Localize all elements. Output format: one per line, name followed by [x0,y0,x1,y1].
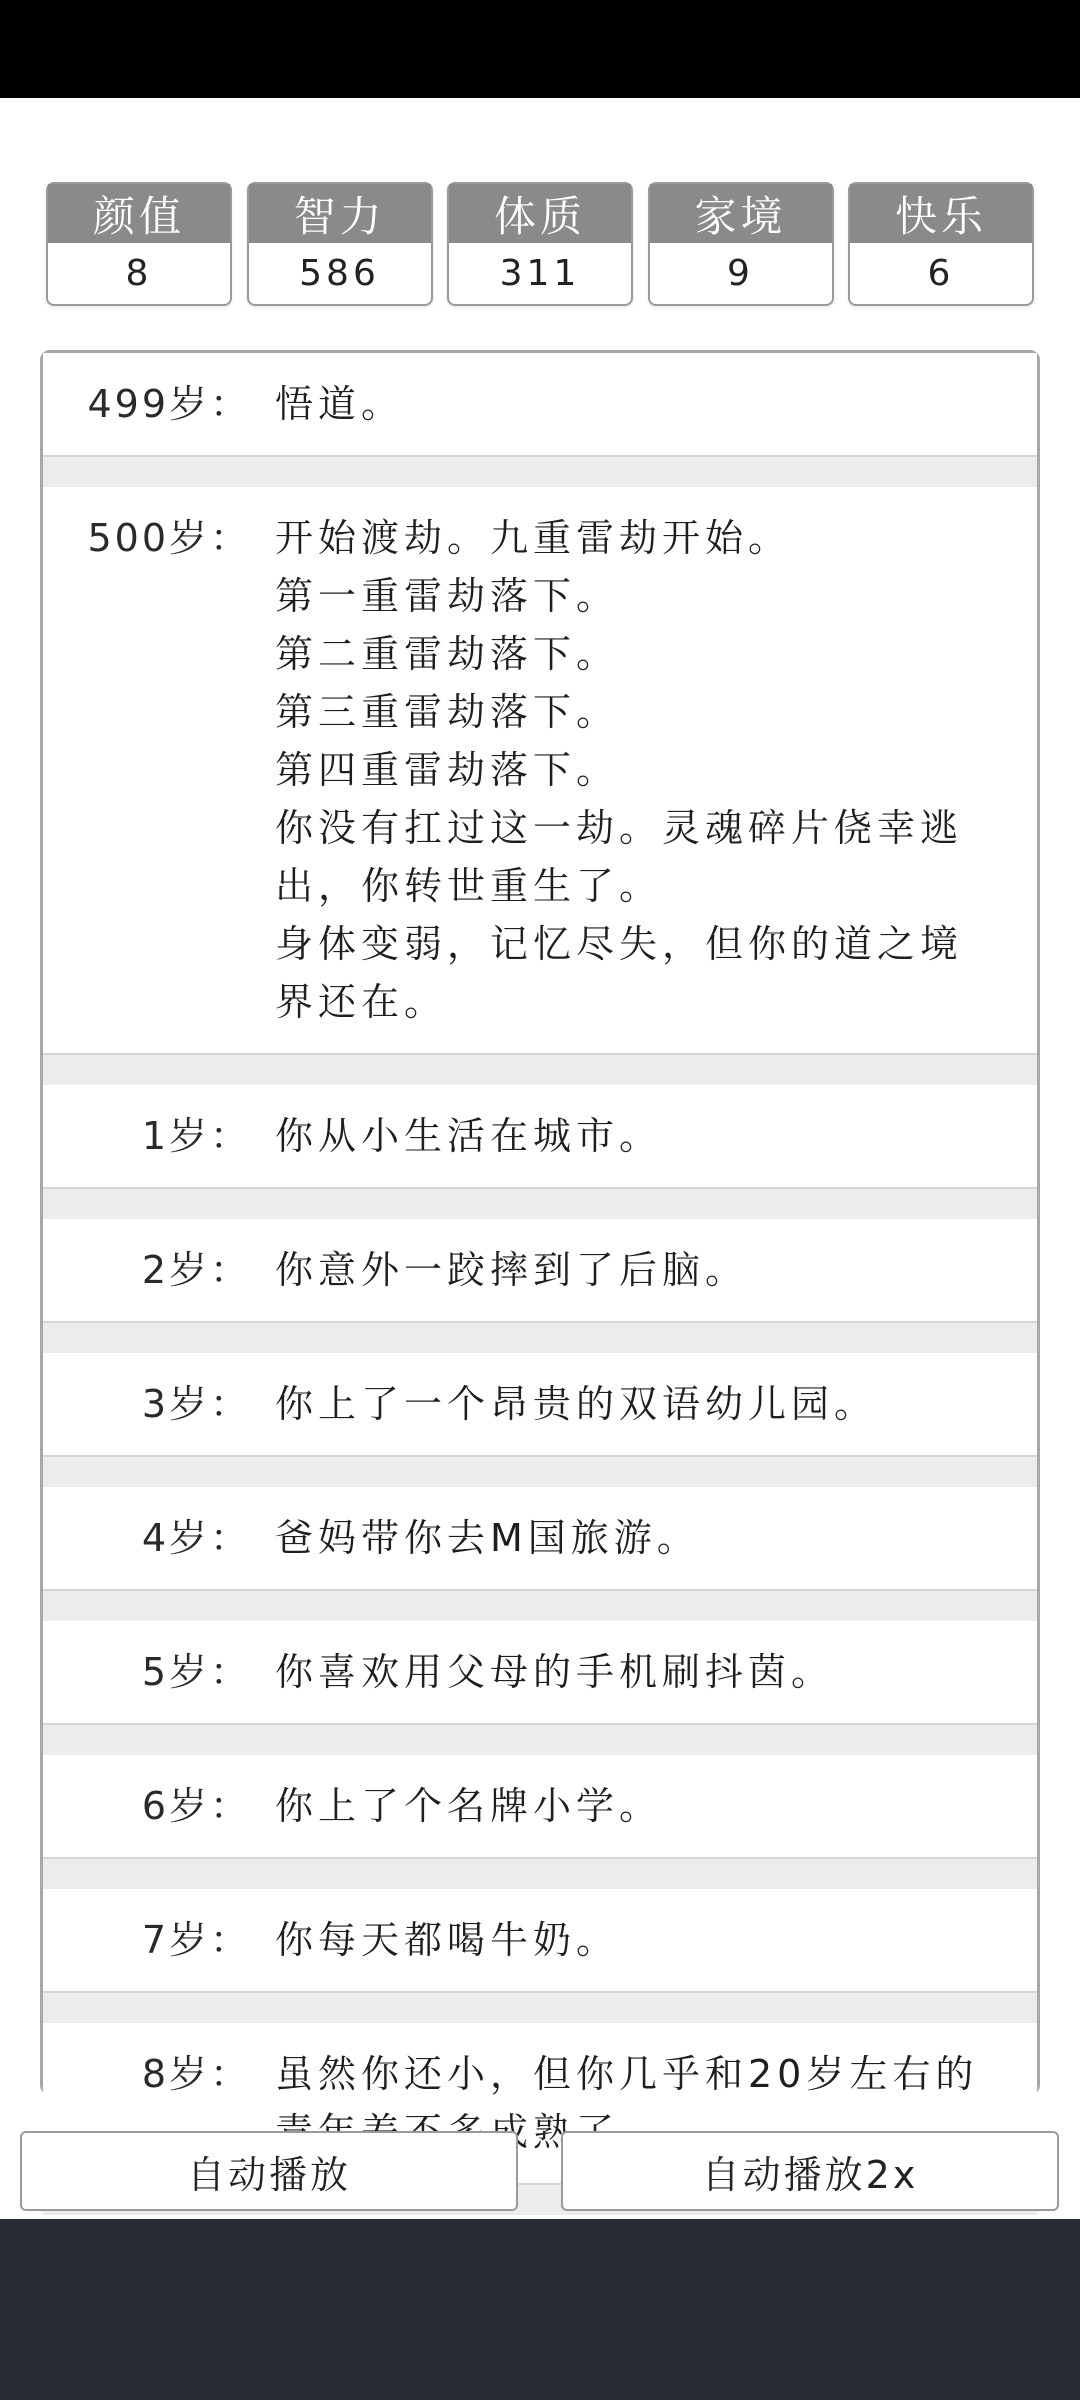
entry-line: 第二重雷劫落下。 [275,632,620,676]
entry-age: 2岁： [141,1248,251,1292]
entry-text [275,375,404,433]
entry-line: 界还在。 [275,980,448,1024]
entry-line: 悟道。 [275,382,405,426]
log-entry [43,487,1037,1085]
entry-age: 5岁： [141,1650,251,1694]
entry-age: 1岁： [141,1114,251,1158]
log-entry [43,1353,1037,1487]
entry-age: 3岁： [141,1382,251,1426]
entry-age: 499岁： [87,382,251,426]
stat-family-wealth [648,182,834,306]
entry-text [275,1911,619,1969]
entry-text [275,1107,662,1165]
stat-label: 家境 [650,184,832,243]
entry-age: 500岁： [87,516,251,560]
log-entry [43,353,1037,487]
entry-age: 4岁： [141,1516,251,1560]
entry-line: 虽然你还小，但你几乎和20岁左右的 [275,2052,979,2096]
stat-value: 6 [927,253,955,294]
status-bar [0,0,1080,98]
stat-value: 311 [499,253,581,294]
navigation-bar [0,2219,1080,2400]
entry-age: 6岁： [141,1784,251,1828]
auto-play-2x-button[interactable]: 自动播放2x [561,2131,1059,2211]
entry-text [275,1509,700,1567]
auto-play-button[interactable]: 自动播放 [20,2131,518,2211]
entry-line: 你意外一跤摔到了后脑。 [275,1248,749,1292]
entry-line: 第一重雷劫落下。 [275,574,620,618]
entry-line: 你上了一个昂贵的双语幼儿园。 [275,1382,878,1426]
stat-happiness [848,182,1034,306]
log-entry [43,1219,1037,1353]
stat-appearance [46,182,232,306]
stat-label: 智力 [249,184,431,243]
entry-text [275,1241,748,1299]
entry-line: 你没有扛过这一劫。灵魂碎片侥幸逃 [275,806,964,850]
life-event-log[interactable] [40,350,1040,2095]
entry-line: 你上了个名牌小学。 [275,1784,663,1828]
entry-line: 开始渡劫。九重雷劫开始。 [275,516,792,560]
entry-line: 身体变弱，记忆尽失，但你的道之境 [275,922,964,966]
log-entry [43,1621,1037,1755]
stat-constitution [447,182,633,306]
stat-value: 586 [299,253,380,294]
log-entry [43,1085,1037,1219]
entry-age: 8岁： [141,2052,251,2096]
entry-line: 你喜欢用父母的手机刷抖茵。 [275,1650,835,1694]
entry-line: 你从小生活在城市。 [275,1114,663,1158]
stat-value: 8 [125,253,153,294]
stat-label: 快乐 [850,184,1032,243]
entry-line: 你每天都喝牛奶。 [275,1918,620,1962]
log-entry [43,1889,1037,2023]
attribute-panel [46,182,1034,306]
entry-line: 第四重雷劫落下。 [275,748,620,792]
entry-line: 爸妈带你去M国旅游。 [275,1516,700,1560]
entry-age: 7岁： [141,1918,251,1962]
entry-line: 第三重雷劫落下。 [275,690,620,734]
stat-label: 颜值 [48,184,230,243]
entry-text [275,1777,662,1835]
log-entry [43,1487,1037,1621]
entry-text [275,509,963,1031]
entry-text [275,1643,834,1701]
log-entry [43,1755,1037,1889]
entry-line: 出，你转世重生了。 [275,864,663,908]
stat-label: 体质 [449,184,631,243]
stat-value: 9 [727,253,754,294]
stat-intelligence [247,182,433,306]
entry-text [275,1375,877,1433]
